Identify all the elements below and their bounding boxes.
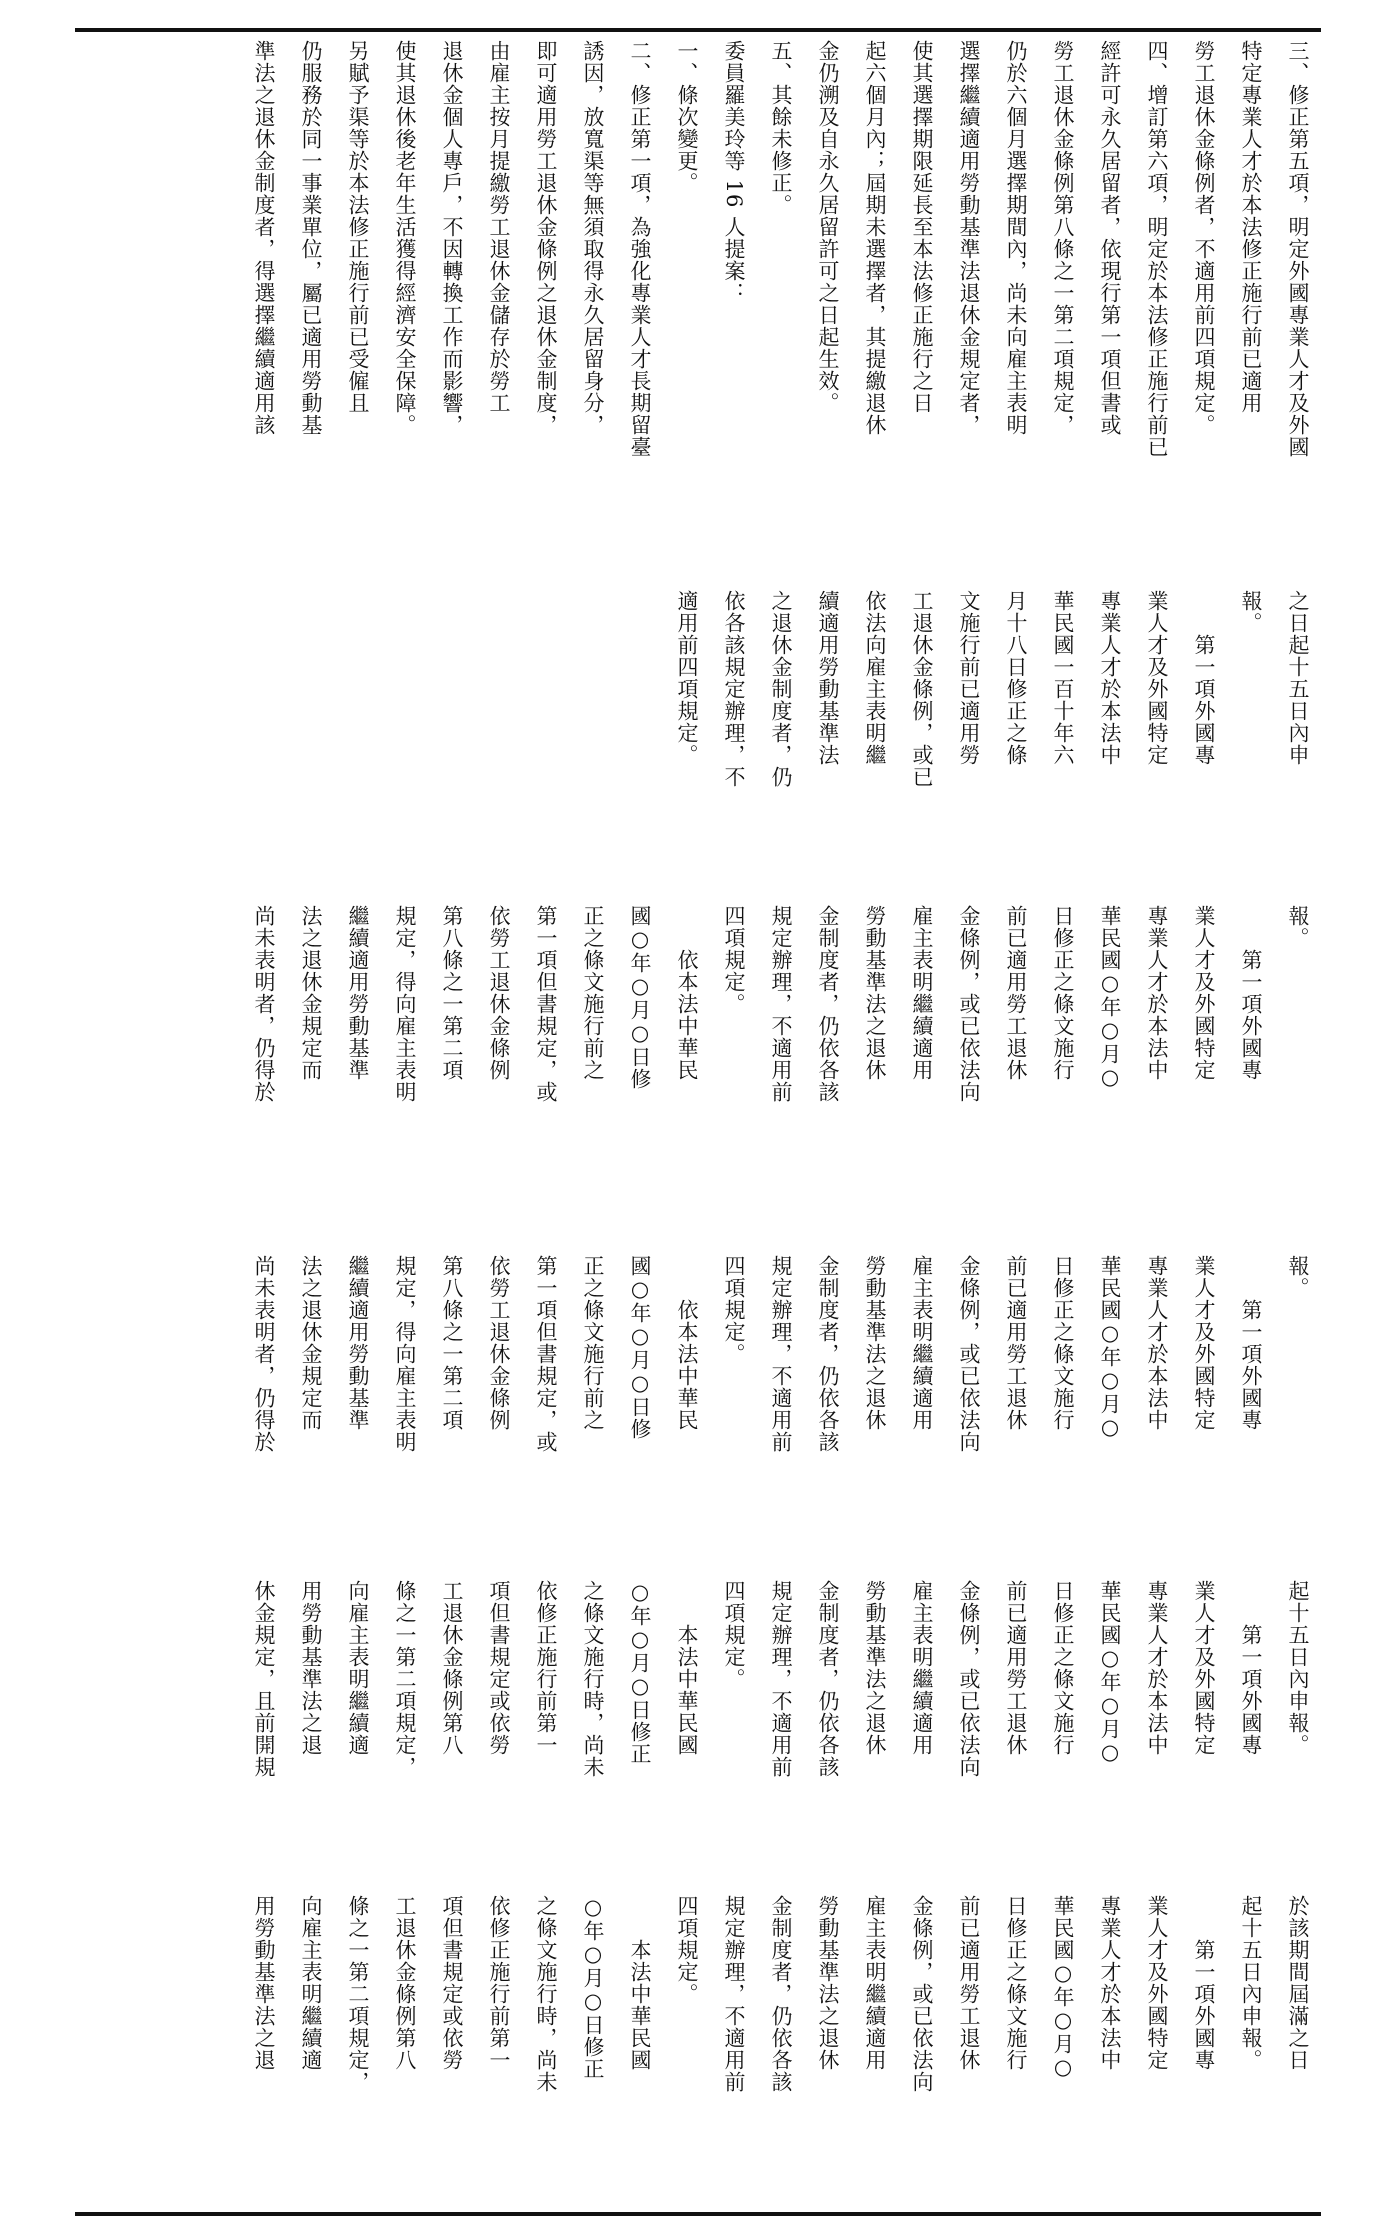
text-line: 規定辦理，不適用前 bbox=[769, 1255, 793, 1453]
text-line: 專業人才於本法中 bbox=[1145, 1255, 1169, 1431]
text-line: 另賦予渠等於本法修正施行前已受僱且 bbox=[346, 40, 370, 414]
text-line: 向雇主表明繼續適 bbox=[299, 1895, 323, 2071]
text-line: 選擇繼續適用勞動基準法退休金規定者， bbox=[957, 40, 981, 436]
text-line: 金條例，或已依法向 bbox=[957, 1580, 981, 1778]
text-line: 委員羅美玲等 16 人提案： bbox=[722, 40, 746, 305]
text-line: 勞動基準法之退休 bbox=[863, 905, 887, 1081]
text-line: 依修正施行前第一 bbox=[487, 1895, 511, 2071]
text-line: 雇主表明繼續適用 bbox=[910, 1580, 934, 1756]
text-line: 四項規定。 bbox=[722, 1580, 746, 1690]
proposed-article-text-d bbox=[75, 1895, 1321, 2200]
text-line: 依修正施行前第一 bbox=[534, 1580, 558, 1756]
text-line: 誘因，放寬渠等無須取得永久居留身分， bbox=[581, 40, 605, 436]
text-line: 文施行前已適用勞 bbox=[957, 590, 981, 766]
text-line: 金制度者，仍依各該 bbox=[816, 1580, 840, 1778]
text-line: 日修正之條文施行 bbox=[1051, 1580, 1075, 1756]
text-line: 三、修正第五項，明定外國專業人才及外國 bbox=[1286, 40, 1310, 458]
text-line: 之條文施行時，尚未 bbox=[581, 1580, 605, 1778]
row-1b bbox=[75, 590, 1321, 890]
text-line: 第一項但書規定，或 bbox=[534, 905, 558, 1103]
text-line: 第一項外國專 bbox=[1192, 1895, 1216, 2071]
current-article-text bbox=[75, 590, 1321, 890]
text-line: 繼續適用勞動基準 bbox=[346, 905, 370, 1081]
text-line: 業人才及外國特定 bbox=[1145, 1895, 1169, 2071]
text-line: 報。 bbox=[1239, 590, 1263, 634]
text-line: 專業人才於本法中 bbox=[1098, 590, 1122, 766]
text-line: 報。 bbox=[1286, 1255, 1310, 1299]
text-line: 法之退休金規定而 bbox=[299, 1255, 323, 1431]
text-line: 工退休金條例第八 bbox=[393, 1895, 417, 2071]
text-line: 四項規定。 bbox=[722, 905, 746, 1015]
text-line: 依勞工退休金條例 bbox=[487, 1255, 511, 1431]
text-line: 業人才及外國特定 bbox=[1145, 590, 1169, 766]
text-line: 日修正之條文施行 bbox=[1051, 905, 1075, 1081]
text-line: 準法之退休金制度者，得選擇繼續適用該 bbox=[252, 40, 276, 436]
text-line: 四、增訂第六項，明定於本法修正施行前已 bbox=[1145, 40, 1169, 458]
text-line: 起十五日內申報。 bbox=[1239, 1895, 1263, 2071]
text-line: 之退休金制度者，仍 bbox=[769, 590, 793, 788]
text-line: 金仍溯及自永久居留許可之日起生效。 bbox=[816, 40, 840, 414]
text-line: 項但書規定或依勞 bbox=[487, 1580, 511, 1756]
text-line: 之日起十五日內申 bbox=[1286, 590, 1310, 766]
text-line: 華民國○年○月○ bbox=[1098, 905, 1122, 1090]
text-line: 前已適用勞工退休 bbox=[1004, 1580, 1028, 1756]
text-line: 報。 bbox=[1286, 905, 1310, 949]
text-line: 項但書規定或依勞 bbox=[440, 1895, 464, 2071]
text-line: 專業人才於本法中 bbox=[1145, 1580, 1169, 1756]
text-line: 專業人才於本法中 bbox=[1098, 1895, 1122, 2071]
text-line: 華民國○年○月○ bbox=[1098, 1580, 1122, 1765]
text-line: 本法中華民國 bbox=[675, 1580, 699, 1756]
text-line: 第一項但書規定，或 bbox=[534, 1255, 558, 1453]
text-line: 前已適用勞工退休 bbox=[957, 1895, 981, 2071]
text-line: 繼續適用勞動基準 bbox=[346, 1255, 370, 1431]
text-line: 雇主表明繼續適用 bbox=[910, 1255, 934, 1431]
proposed-article-text-a bbox=[75, 905, 1321, 1245]
text-line: 用勞動基準法之退 bbox=[299, 1580, 323, 1756]
text-line: 五、其餘未修正。 bbox=[769, 40, 793, 216]
text-line: 尚未表明者，仍得於 bbox=[252, 1255, 276, 1453]
text-line: 規定，得向雇主表明 bbox=[393, 905, 417, 1103]
text-line: 金制度者，仍依各該 bbox=[816, 905, 840, 1103]
text-line: 華民國○年○月○ bbox=[1098, 1255, 1122, 1440]
text-line: 勞工退休金條例第八條之一第二項規定， bbox=[1051, 40, 1075, 436]
text-line: 法之退休金規定而 bbox=[299, 905, 323, 1081]
text-line: 金制度者，仍依各該 bbox=[816, 1255, 840, 1453]
text-line: 月十八日修正之條 bbox=[1004, 590, 1028, 766]
text-line: 於該期間屆滿之日 bbox=[1286, 1895, 1310, 2071]
text-line: 華民國○年○月○ bbox=[1051, 1895, 1075, 2080]
text-line: 依本法中華民 bbox=[675, 1255, 699, 1431]
text-line: 第一項外國專 bbox=[1239, 905, 1263, 1081]
text-line: 二、修正第一項，為強化專業人才長期留臺 bbox=[628, 40, 652, 458]
text-line: 起十五日內申報。 bbox=[1286, 1580, 1310, 1756]
text-line: 工退休金條例第八 bbox=[440, 1580, 464, 1756]
text-line: 國○年○月○日修 bbox=[628, 905, 652, 1090]
text-line: 第一項外國專 bbox=[1239, 1255, 1263, 1431]
text-line: 一、條次變更。 bbox=[675, 40, 699, 194]
text-line: 四項規定。 bbox=[675, 1895, 699, 2005]
text-line: 正之條文施行前之 bbox=[581, 1255, 605, 1431]
text-line: 依勞工退休金條例 bbox=[487, 905, 511, 1081]
text-line: 四項規定。 bbox=[722, 1255, 746, 1365]
text-line: 勞動基準法之退休 bbox=[863, 1255, 887, 1431]
proposed-article-text-b bbox=[75, 1255, 1321, 1595]
top-rule bbox=[75, 28, 1321, 32]
text-line: 規定辦理，不適用前 bbox=[722, 1895, 746, 2093]
text-line: 勞動基準法之退休 bbox=[816, 1895, 840, 2071]
text-line: 經許可永久居留者，依現行第一項但書或 bbox=[1098, 40, 1122, 436]
text-line: 金條例，或已依法向 bbox=[957, 905, 981, 1103]
text-line: 即可適用勞工退休金條例之退休金制度， bbox=[534, 40, 558, 436]
text-line: ○年○月○日修正 bbox=[628, 1580, 652, 1765]
row-2 bbox=[75, 905, 1321, 1245]
text-line: 之條文施行時，尚未 bbox=[534, 1895, 558, 2093]
row-5 bbox=[75, 1895, 1321, 2200]
text-line: 國○年○月○日修 bbox=[628, 1255, 652, 1440]
text-line: 業人才及外國特定 bbox=[1192, 905, 1216, 1081]
text-line: 正之條文施行前之 bbox=[581, 905, 605, 1081]
text-line: 第八條之一第二項 bbox=[440, 1255, 464, 1431]
text-line: 前已適用勞工退休 bbox=[1004, 1255, 1028, 1431]
text-line: 仍服務於同一事業單位，屬已適用勞動基 bbox=[299, 40, 323, 436]
text-line: 第八條之一第二項 bbox=[440, 905, 464, 1081]
text-line: 金條例，或已依法向 bbox=[957, 1255, 981, 1453]
text-line: 日修正之條文施行 bbox=[1051, 1255, 1075, 1431]
text-line: 續適用勞動基準法 bbox=[816, 590, 840, 766]
text-line: 規定，得向雇主表明 bbox=[393, 1255, 417, 1453]
row-1 bbox=[75, 40, 1321, 580]
text-line: 條之一第二項規定， bbox=[346, 1895, 370, 2093]
row-4 bbox=[75, 1580, 1321, 1880]
text-line: 業人才及外國特定 bbox=[1192, 1255, 1216, 1431]
text-line: 雇主表明繼續適用 bbox=[910, 905, 934, 1081]
text-line: 適用前四項規定。 bbox=[675, 590, 699, 766]
text-line: 金制度者，仍依各該 bbox=[769, 1895, 793, 2093]
text-line: 休金規定，且前開規 bbox=[252, 1580, 276, 1778]
text-line: 依法向雇主表明繼 bbox=[863, 590, 887, 766]
text-line: 第一項外國專 bbox=[1239, 1580, 1263, 1756]
text-line: 由雇主按月提繳勞工退休金儲存於勞工 bbox=[487, 40, 511, 414]
text-line: 日修正之條文施行 bbox=[1004, 1895, 1028, 2071]
text-line: 勞動基準法之退休 bbox=[863, 1580, 887, 1756]
text-line: 使其退休後老年生活獲得經濟安全保障。 bbox=[393, 40, 417, 436]
text-line: 依各該規定辦理，不 bbox=[722, 590, 746, 788]
text-line: 規定辦理，不適用前 bbox=[769, 905, 793, 1103]
text-line: 條之一第二項規定， bbox=[393, 1580, 417, 1778]
text-line: 專業人才於本法中 bbox=[1145, 905, 1169, 1081]
text-line: 規定辦理，不適用前 bbox=[769, 1580, 793, 1778]
text-line: 尚未表明者，仍得於 bbox=[252, 905, 276, 1103]
text-line: ○年○月○日修正 bbox=[581, 1895, 605, 2080]
explanation-text bbox=[75, 40, 1321, 580]
text-line: 工退休金條例，或已 bbox=[910, 590, 934, 788]
text-line: 雇主表明繼續適用 bbox=[863, 1895, 887, 2071]
bottom-rule bbox=[75, 2212, 1321, 2216]
text-line: 第一項外國專 bbox=[1192, 590, 1216, 766]
text-line: 金條例，或已依法向 bbox=[910, 1895, 934, 2093]
text-line: 本法中華民國 bbox=[628, 1895, 652, 2071]
text-line: 華民國一百十年六 bbox=[1051, 590, 1075, 766]
text-line: 前已適用勞工退休 bbox=[1004, 905, 1028, 1081]
text-line: 仍於六個月選擇期間內，尚未向雇主表明 bbox=[1004, 40, 1028, 436]
text-line: 用勞動基準法之退 bbox=[252, 1895, 276, 2071]
text-line: 退休金個人專戶，不因轉換工作而影響， bbox=[440, 40, 464, 436]
row-3 bbox=[75, 1255, 1321, 1595]
text-line: 依本法中華民 bbox=[675, 905, 699, 1081]
text-line: 使其選擇期限延長至本法修正施行之日 bbox=[910, 40, 934, 414]
text-line: 特定專業人才於本法修正施行前已適用 bbox=[1239, 40, 1263, 414]
text-line: 勞工退休金條例者，不適用前四項規定。 bbox=[1192, 40, 1216, 436]
text-line: 業人才及外國特定 bbox=[1192, 1580, 1216, 1756]
text-line: 向雇主表明繼續適 bbox=[346, 1580, 370, 1756]
proposed-article-text-c bbox=[75, 1580, 1321, 1880]
text-line: 起六個月內；屆期未選擇者，其提繳退休 bbox=[863, 40, 887, 436]
